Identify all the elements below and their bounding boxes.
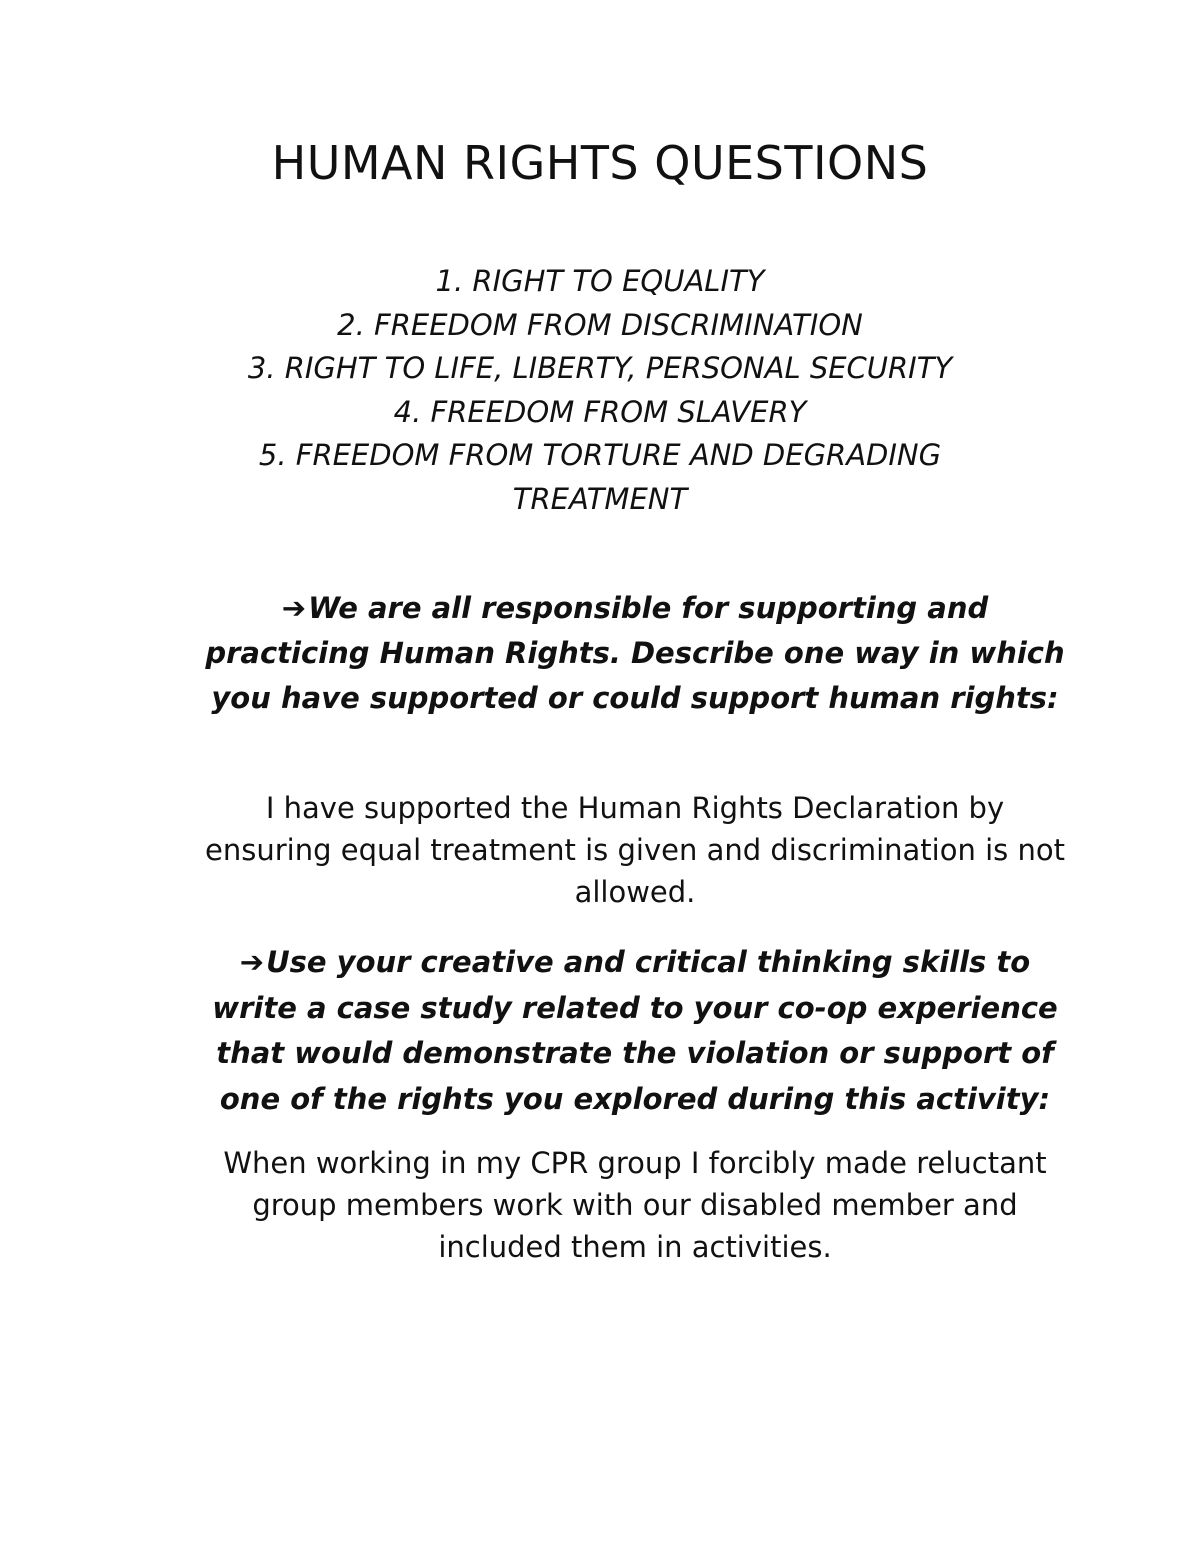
rights-list-item: 2. FREEDOM FROM DISCRIMINATION <box>337 307 863 342</box>
arrow-icon: ➔ <box>281 591 307 625</box>
arrow-icon: ➔ <box>239 945 265 979</box>
rights-list-item: 1. RIGHT TO EQUALITY <box>435 264 765 298</box>
question-2 <box>195 940 1075 1122</box>
page-title: HUMAN RIGHTS QUESTIONS <box>271 136 929 190</box>
question-1-text: We are all responsible for supporting and practicing Human Rights. Describe one way in which you have supported or could support human rights: <box>205 591 1065 715</box>
answer-2: When working in my CPR group I forcibly made reluctant group members work with our disabled member and included them in activities. <box>223 1146 1047 1264</box>
question-1 <box>195 586 1075 721</box>
rights-list-item: 4. FREEDOM FROM SLAVERY <box>393 394 807 429</box>
rights-list <box>150 260 1050 521</box>
answer-1: I have supported the Human Rights Declaration by ensuring equal treatment is given and discrimination is not allowed. <box>205 791 1065 909</box>
rights-list-item: 3. RIGHT TO LIFE, LIBERTY, PERSONAL SECURITY <box>247 351 953 385</box>
rights-list-item: 5. FREEDOM FROM TORTURE AND DEGRADING TREATMENT <box>258 438 942 516</box>
question-2-text: Use your creative and critical thinking skills to write a case study related to your co-op experience that would demonstrate the violation or support of one of the rights you explored during this activity: <box>212 945 1058 1116</box>
